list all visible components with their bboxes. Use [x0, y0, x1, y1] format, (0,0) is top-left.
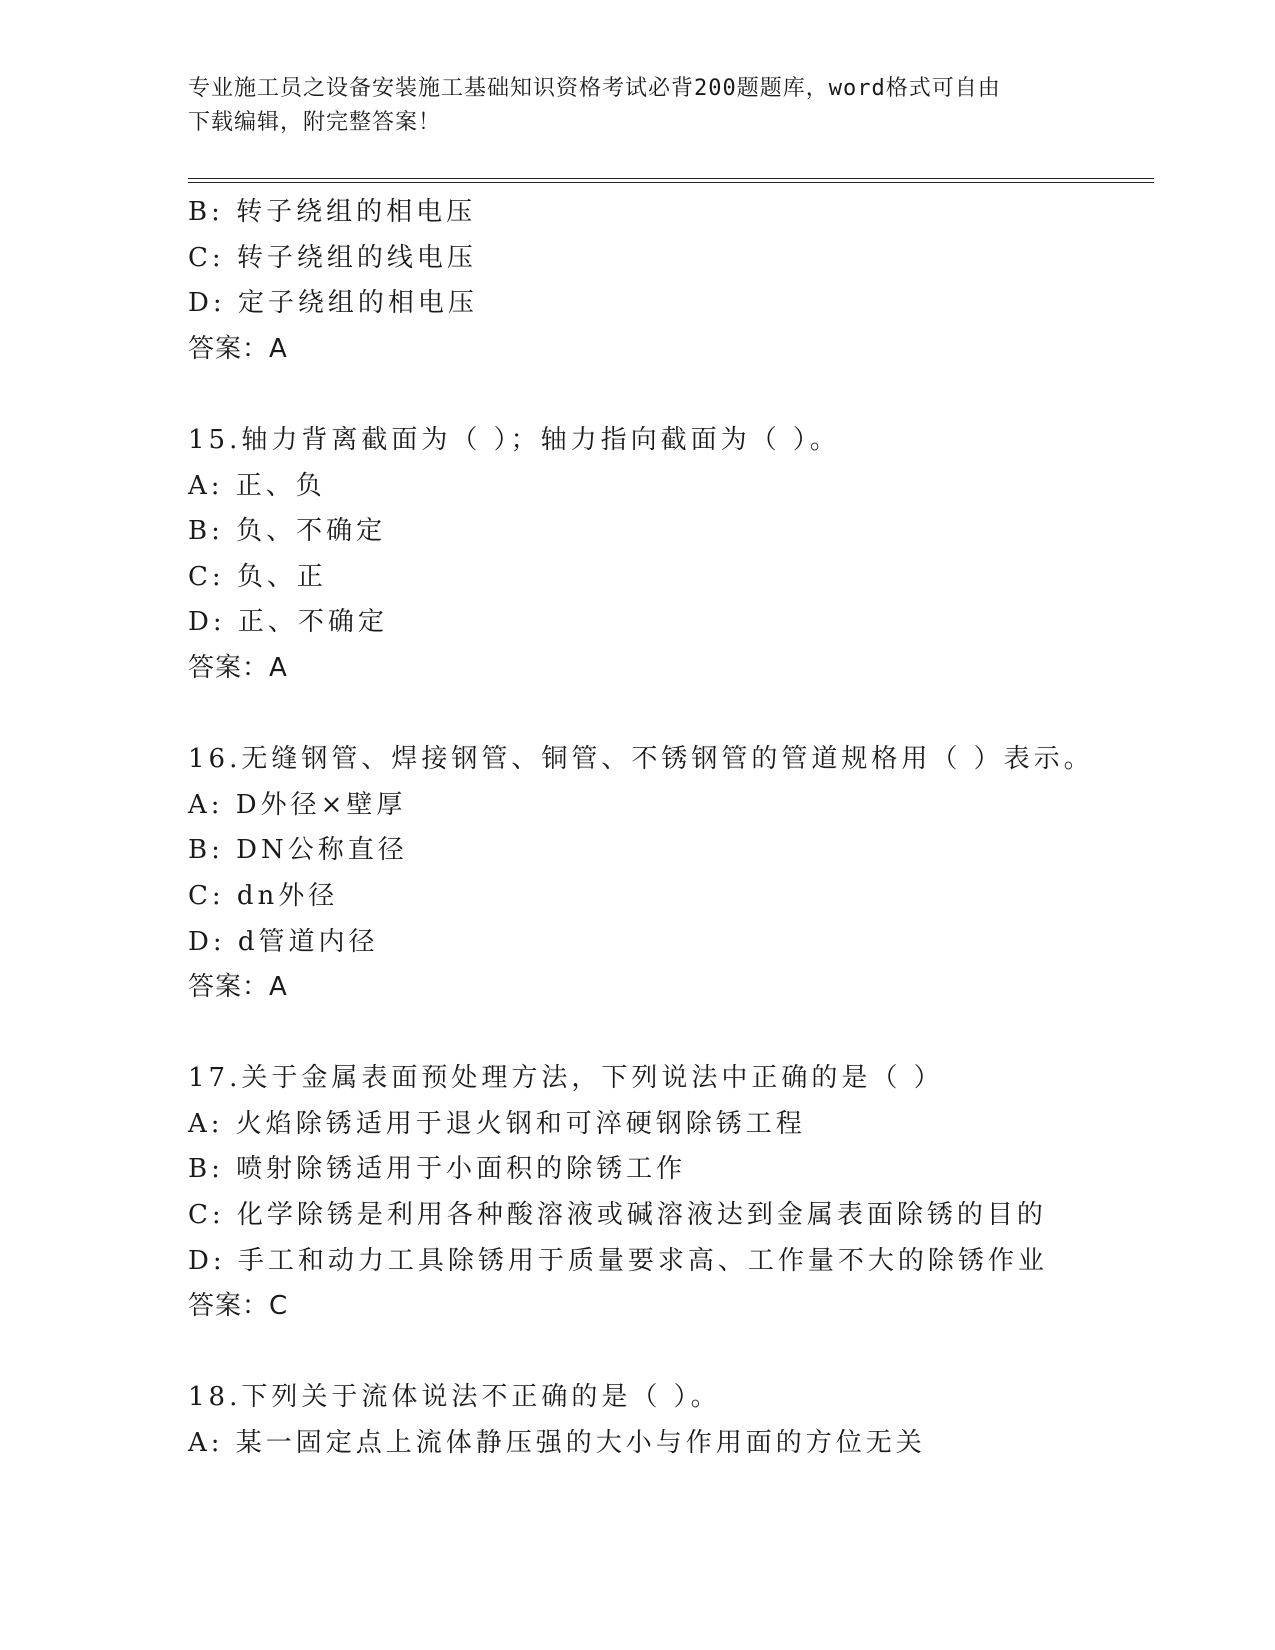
- option-c: C: dn外径: [188, 880, 339, 911]
- question-text: 17.关于金属表面预处理方法，下列说法中正确的是（ ）: [188, 1063, 944, 1094]
- question-list: [188, 190, 1154, 1467]
- option-c: C: 转子绕组的线电压: [188, 242, 477, 273]
- option-d: D: 正、不确定: [188, 607, 388, 638]
- answer-line: 答案：A: [188, 333, 288, 364]
- question-18: [188, 1375, 1154, 1466]
- option-d: D: 手工和动力工具除锈用于质量要求高、工作量不大的除锈作业: [188, 1245, 1048, 1276]
- question-15: [188, 418, 1154, 692]
- option-b: B: 转子绕组的相电压: [188, 197, 477, 227]
- header-divider: [188, 178, 1154, 183]
- question-16: [188, 737, 1154, 1011]
- option-c: C: 化学除锈是利用各种酸溶液或碱溶液达到金属表面除锈的目的: [188, 1200, 1047, 1231]
- header-line-1: 专业施工员之设备安装施工基础知识资格考试必背200题题库，word格式可自由: [188, 76, 1001, 101]
- option-a: A: 正、负: [188, 470, 326, 501]
- option-a: A: D外径×壁厚: [188, 789, 407, 820]
- option-b: B: 负、不确定: [188, 516, 387, 547]
- option-a: A: 火焰除锈适用于退火钢和可淬硬钢除锈工程: [188, 1108, 806, 1139]
- partial-question: [188, 190, 1154, 372]
- answer-line: 答案：A: [188, 972, 288, 1003]
- question-17: [188, 1056, 1154, 1330]
- answer-line: 答案：C: [188, 1291, 289, 1322]
- answer-line: 答案：A: [188, 652, 288, 683]
- option-b: B: 喷射除锈适用于小面积的除锈工作: [188, 1154, 687, 1185]
- question-text: 16.无缝钢管、焊接钢管、铜管、不锈钢管的管道规格用（ ）表示。: [188, 744, 1094, 775]
- option-d: D: 定子绕组的相电压: [188, 288, 478, 319]
- option-a: A: 某一固定点上流体静压强的大小与作用面的方位无关: [188, 1428, 926, 1459]
- option-d: D: d管道内径: [188, 926, 379, 957]
- question-text: 18.下列关于流体说法不正确的是（ ）。: [188, 1382, 721, 1413]
- option-c: C: 负、正: [188, 561, 327, 592]
- document-header: [188, 72, 1088, 140]
- header-line-2: 下载编辑，附完整答案！: [188, 110, 442, 135]
- question-text: 15.轴力背离截面为（ ）；轴力指向截面为（ ）。: [188, 424, 840, 455]
- option-b: B: DN公称直径: [188, 835, 408, 866]
